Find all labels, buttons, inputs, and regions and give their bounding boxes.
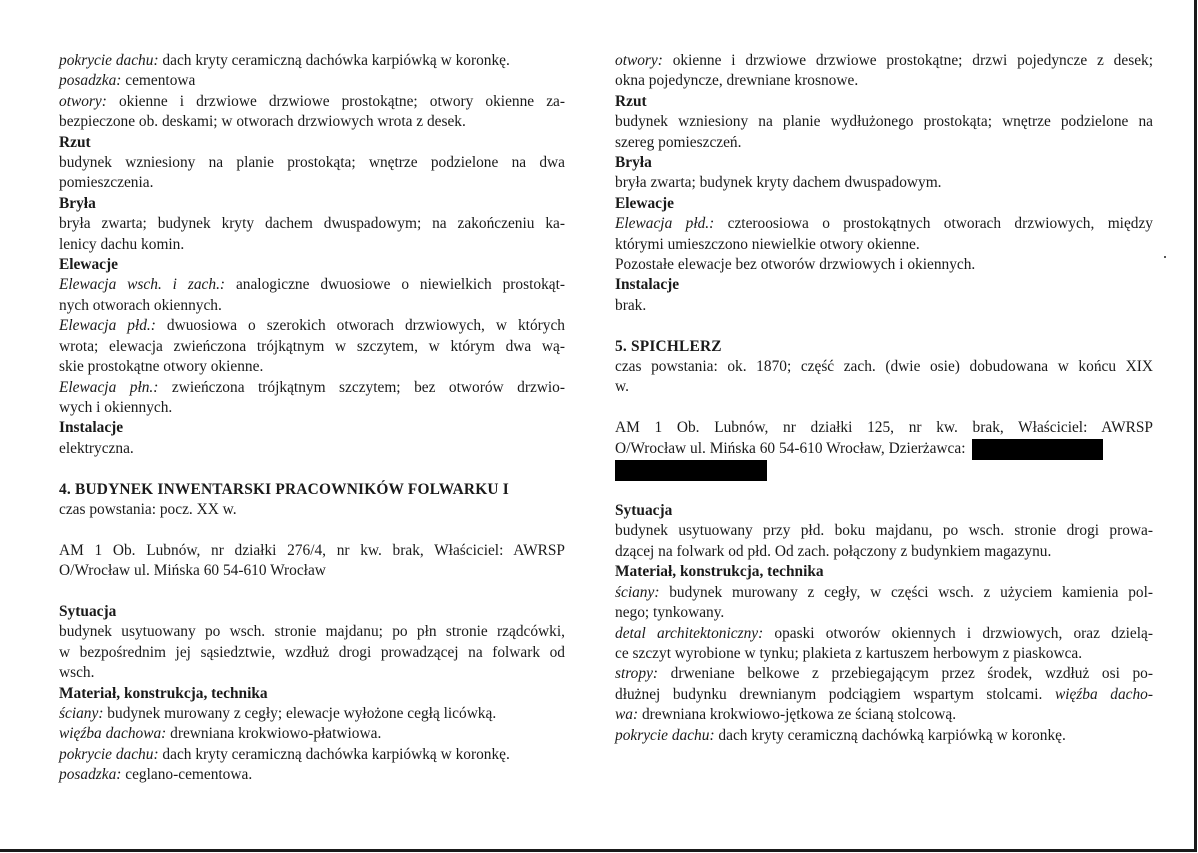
redaction-block-2 (615, 460, 767, 481)
text-line (59, 704, 565, 724)
line-text: ceglano-cementowa. (121, 766, 253, 784)
text-line (59, 357, 565, 377)
line-text: czteroosiowa o prostokątnych otworach drzwiowych, między (714, 215, 1154, 233)
text-line (615, 583, 1153, 603)
right-sytuacja-heading: Sytuacja (615, 502, 673, 520)
line-text: budynek usytuowany po wsch. stronie majdanu; po płn stronie rządcówki, (59, 623, 565, 641)
line-text: Pozostałe elewacje bez otworów drzwiowych i okiennych. (615, 256, 976, 274)
line-text: skie prostokątne otwory okienne. (59, 358, 264, 376)
text-line (59, 337, 565, 357)
line-text: drweniane belkowe z przebiegającym przez środek, wzdłuż osi po- (658, 665, 1153, 683)
line-text: nych otworach okiennych. (59, 296, 222, 314)
text-line (59, 765, 565, 785)
text-line (615, 705, 1153, 725)
right-elewacje-heading: Elewacje (615, 194, 674, 212)
left-instalacje-text: elektryczna. (59, 439, 134, 457)
line-text: wrota; elewacja zwieńczona trójkątnym w szczytem, w którym dwa wą- (59, 337, 565, 355)
line-text: wsch. (59, 664, 95, 682)
left-block1 (59, 51, 565, 133)
text-line (615, 133, 1153, 153)
left-material-heading: Materiał, konstrukcja, technika (59, 684, 268, 702)
right-rzut-text (615, 112, 1153, 153)
line-text: drewniana krokwiowo-jętkowa ze ścianą stolcową. (638, 706, 957, 724)
italic-label: posadzka: (59, 72, 122, 90)
italic-label: otwory: (615, 52, 663, 69)
line-text: nego; tynkowany. (615, 604, 725, 622)
section4-date: czas powstania: pocz. XX w. (59, 500, 237, 518)
line-text: budynek wzniesiony na planie wydłużonego prostokąta; wnętrze podzielone na (615, 113, 1153, 131)
scan-speck (1164, 256, 1166, 258)
text-line (615, 542, 1153, 562)
italic-label: otwory: (59, 92, 107, 110)
section5-address-2-row (615, 439, 1153, 460)
text-line (59, 663, 565, 683)
right-bryla-text: bryła zwarta; budynek kryty dachem dwuspadowym. (615, 174, 942, 192)
redaction-block (972, 439, 1103, 460)
italic-label: ściany: (59, 704, 104, 722)
left-instalacje-heading: Instalacje (59, 419, 124, 437)
section5-date (615, 357, 1153, 398)
right-sytuacja-text (615, 521, 1153, 562)
left-elewacje-heading: Elewacje (59, 256, 118, 274)
line-text: w. (615, 378, 629, 396)
line-text: dzącej na folwark od płd. Od zach. połączony z budynkiem magazynu. (615, 542, 1052, 560)
right-block1 (615, 51, 1153, 92)
left-rzut-text (59, 153, 565, 194)
italic-label: Elewacja wsch. i zach.: (59, 276, 226, 294)
italic-label: pokrycie dachu: (59, 745, 159, 763)
right-bryla-heading: Bryła (615, 154, 652, 172)
line-text: okienne i drzwiowe drzwiowe prostokątne; otwory okienne za- (106, 92, 565, 110)
text-line (615, 235, 1153, 255)
text-line (59, 153, 565, 173)
line-text: budynek wzniesiony na planie prostokąta; wnętrze podzielone na dwa (59, 154, 565, 172)
line-text: analogiczne dwuosiowe o niewielkich prostokąt- (225, 276, 566, 294)
text-line (615, 685, 1153, 705)
text-line (615, 214, 1153, 234)
text-line (59, 398, 565, 418)
line-text: dwuosiowa o szerokich otworach drzwiowych, w których (155, 317, 565, 335)
line-text: którymi umieszczono niewielkie otwory okienne. (615, 235, 920, 253)
section5-address: AM 1 Ob. Lubnów, nr działki 125, nr kw. brak, Właściciel: AWRSP (615, 419, 1153, 437)
line-text: czas powstania: ok. 1870; część zach. (dwie osie) dobudowana w końcu XIX (615, 358, 1153, 376)
italic-label: Elewacja płn.: (59, 378, 159, 396)
text-line (615, 664, 1153, 684)
right-elewacje-text (615, 214, 1153, 275)
text-line (615, 112, 1153, 132)
left-elewacje-text (59, 275, 565, 418)
line-text: szereg pomieszczeń. (615, 133, 742, 151)
italic-label: pokrycie dachu: (615, 726, 715, 744)
left-sytuacja-heading: Sytuacja (59, 602, 117, 620)
line-text: dłużnej budynku drewnianym podciągiem wspartym stolcami. (615, 685, 1055, 703)
section5-title: 5. SPICHLERZ (615, 337, 722, 355)
italic-label: więźba dachowa: (59, 725, 167, 743)
left-sytuacja-text (59, 622, 565, 683)
text-line (59, 724, 565, 744)
italic-label: detal architektoniczny: (615, 624, 764, 642)
line-text: budynek murowany z cegły; elewacje wyłożone cegłą licówką. (103, 704, 497, 722)
line-text: ce szczyt wyrobione w tynku; plakieta z kartuszem herbowym z piaskowca. (615, 644, 1083, 662)
text-line (615, 255, 1153, 275)
text-line (615, 521, 1153, 541)
italic-label: stropy: (615, 665, 659, 683)
line-text: dach kryty ceramiczną dachówką karpiówką w koronkę. (714, 726, 1066, 744)
line-text: w bezpośrednim jej sąsiedztwie, wzdłuż drogi prowadzącej na folwark od (59, 643, 565, 661)
line-text: zwieńczona trójkątnym szczytem; bez otworów drzwio- (158, 378, 565, 396)
text-line (615, 71, 1153, 91)
text-line (59, 378, 565, 398)
italic-label: ściany: (615, 583, 660, 601)
text-line (59, 71, 565, 91)
text-line (59, 745, 565, 765)
text-line (59, 214, 565, 234)
text-line (615, 644, 1153, 664)
text-line (615, 726, 1153, 746)
line-text: opaski otworów okiennych i drzwiowych, oraz dzielą- (763, 624, 1153, 642)
italic-label: posadzka: (59, 766, 122, 784)
italic-label: Elewacja płd.: (59, 317, 156, 335)
line-text: okienne i drzwiowe drzwiowe prostokątne; drzwi pojedyncze z desek; (662, 52, 1153, 69)
right-rzut-heading: Rzut (615, 92, 647, 110)
right-instalacje-text: brak. (615, 296, 647, 314)
text-line (59, 112, 565, 132)
line-text: lenicy dachu komin. (59, 235, 185, 253)
line-text: dach kryty ceramiczną dachówka karpiówką w koronkę. (158, 52, 510, 69)
left-bryla-heading: Bryła (59, 194, 96, 212)
left-column (59, 51, 565, 786)
text-line (615, 603, 1153, 623)
right-material-text (615, 583, 1153, 746)
italic-label: Elewacja płd.: (615, 215, 715, 233)
right-material-heading: Materiał, konstrukcja, technika (615, 563, 824, 581)
text-line (615, 624, 1153, 644)
text-line (59, 643, 565, 663)
line-text: wych i okiennych. (59, 398, 173, 416)
line-text: dach kryty ceramiczną dachówka karpiówką w koronkę. (158, 745, 510, 763)
italic-label: pokrycie dachu: (59, 52, 159, 69)
left-rzut-heading: Rzut (59, 133, 91, 151)
text-line (59, 275, 565, 295)
line-text: bezpieczone ob. deskami; w otworach drzwiowych wrota z desek. (59, 113, 466, 131)
line-text: budynek usytuowany przy płd. boku majdanu, po wsch. stronie drogi prowa- (615, 522, 1153, 540)
line-text: cementowa (121, 72, 196, 90)
text-line (59, 296, 565, 316)
section5-address-2: O/Wrocław ul. Mińska 60 54-610 Wrocław, Dzierżawca: (615, 439, 966, 457)
text-line (59, 92, 565, 112)
section4-title: 4. BUDYNEK INWENTARSKI PRACOWNIKÓW FOLWARKU I (59, 480, 509, 498)
line-text: bryła zwarta; budynek kryty dachem dwuspadowym; na zakończeniu ka- (59, 215, 565, 233)
italic-label: wa: (615, 706, 639, 724)
line-text: pomieszczenia. (59, 174, 154, 192)
italic-label: więźba dacho- (1054, 685, 1153, 703)
line-text: drewniana krokwiowo-płatwiowa. (166, 725, 382, 743)
text-line (59, 51, 565, 71)
line-text: okna pojedyncze, drewniane krosnowe. (615, 72, 859, 90)
right-instalacje-heading: Instalacje (615, 276, 680, 294)
section4-address-2: O/Wrocław ul. Mińska 60 54-610 Wrocław (59, 562, 326, 580)
text-line (615, 377, 1153, 397)
line-text: budynek murowany z cegły, w części wsch. z użyciem kamienia pol- (659, 583, 1153, 601)
left-bryla-text (59, 214, 565, 255)
text-line (615, 51, 1153, 71)
right-column (615, 51, 1153, 746)
text-line (59, 235, 565, 255)
text-line (615, 357, 1153, 377)
text-line (59, 622, 565, 642)
text-line (59, 316, 565, 336)
section4-address: AM 1 Ob. Lubnów, nr działki 276/4, nr kw. brak, Właściciel: AWRSP (59, 541, 565, 559)
text-line (59, 173, 565, 193)
left-material-text (59, 704, 565, 786)
